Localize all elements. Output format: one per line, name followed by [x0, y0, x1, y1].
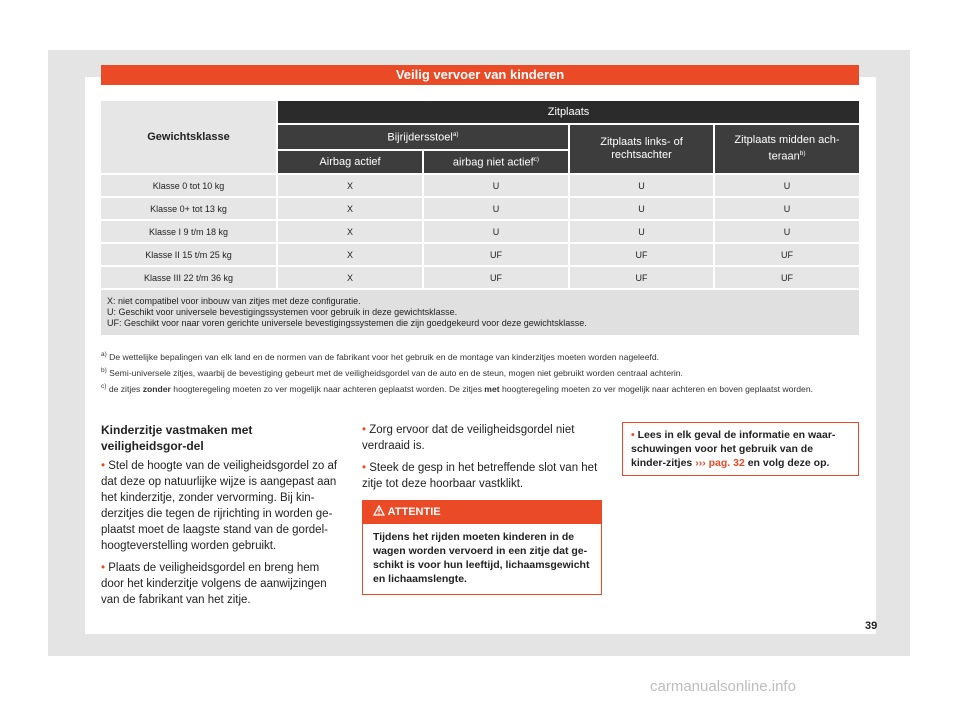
instruction-2: • Plaats de veiligheidsgordel en breng hem door het kinderzitje volgens de aanwijzingen van de fabrikant van het zitje.: [101, 562, 327, 606]
table-legend: X: niet compatibel voor inbouw van zitjes met deze configuratie. U: Geschikt voor universele bevestigingssystemen voor gebruik in deze gewichtsklasse. UF: Geschikt voor naar voren gerichte universele bevestigingssystemen die zijn goedgekeurd voor deze gewichtsklasse.: [101, 289, 859, 335]
header-zitplaats: Zitplaats: [277, 101, 859, 124]
section-heading: Kinderzitje vastmaken met veiligheidsgor-del: [101, 423, 253, 453]
table-row: Klasse 0 tot 10 kg X U U U: [101, 174, 859, 197]
header-links-rechts: Zitplaats links- of rechtsachter: [569, 124, 714, 174]
footnote-a: $^{a)}$ De wettelijke bepalingen van elk land en de normen van de fabrikant voor het gebruik en de montage van kinderzitjes moeten worden nageleefd.: [101, 351, 660, 362]
warning-triangle-icon: [373, 505, 385, 521]
header-gewichtsklasse: Gewichtsklasse: [101, 101, 277, 174]
watermark: carmanualsonline.info: [650, 678, 796, 695]
table-row: Klasse 0+ tot 13 kg X U U U: [101, 197, 859, 220]
instruction-4: • Steek de gesp in het betreffende slot van het zitje tot deze hoorbaar vastklikt.: [362, 462, 598, 490]
header-midden: Zitplaats midden ach-teraan$^{b)}$: [714, 124, 859, 174]
footnote-b: $^{b)}$ Semi-universele zitjes, waarbij de bevestiging gebeurt met de veiligheidsgordel van de auto en de steun, mogen niet gebruikt worden centraal achterin.: [101, 367, 683, 378]
table-row: Klasse II 15 t/m 25 kg X UF UF UF: [101, 243, 859, 266]
child-seat-table: [101, 101, 859, 335]
table-row: Klasse I 9 t/m 18 kg X U U U: [101, 220, 859, 243]
page-reference-link[interactable]: ››› pag. 32: [695, 457, 745, 469]
column-left: [101, 422, 341, 614]
warning-box: ATTENTIE Tijdens het rijden moeten kinderen in de wagen worden vervoerd in een zitje dat ge-schikt is voor hun leeftijd, lichaamsgewicht en lichaamslengte.: [362, 500, 602, 595]
column-middle: [362, 422, 602, 595]
header-airbag-actief: Airbag actief: [277, 150, 423, 174]
note-box: • Lees in elk geval de informatie en waar-schuwingen voor het gebruik van de kinder-zitjes ››› pag. 32 en volg deze op.: [622, 422, 859, 476]
table-row: Klasse III 22 t/m 36 kg X UF UF UF: [101, 266, 859, 289]
header-airbag-niet-actief: airbag niet actief$^{c)}$: [423, 150, 569, 174]
section-banner: Veilig vervoer van kinderen: [101, 65, 859, 85]
footnote-c: $^{c)}$ de zitjes zonder hoogteregeling moeten zo ver mogelijk naar achteren geplaatst worden. De zitjes met hoogteregeling moeten zo ver mogelijk naar achteren en boven geplaatst worden.: [101, 383, 813, 394]
column-right: [622, 422, 859, 476]
instruction-1: • Stel de hoogte van de veiligheidsgordel zo af dat deze op natuurlijke wijze is aangepast aan het kinderzitje, zonder vervorming. Bij kin-derzitjes die tegen de rijrichting in worden ge-plaatst moet de laagste stand van de gordel-hoogteverstelling worden gebruikt.: [101, 460, 338, 552]
header-bijrijder: Bijrijdersstoel$^{a)}$: [277, 124, 569, 150]
warning-header: ATTENTIE: [363, 501, 601, 524]
instruction-3: • Zorg ervoor dat de veiligheidsgordel niet verdraaid is.: [362, 424, 575, 452]
page-number: 39: [865, 620, 878, 632]
